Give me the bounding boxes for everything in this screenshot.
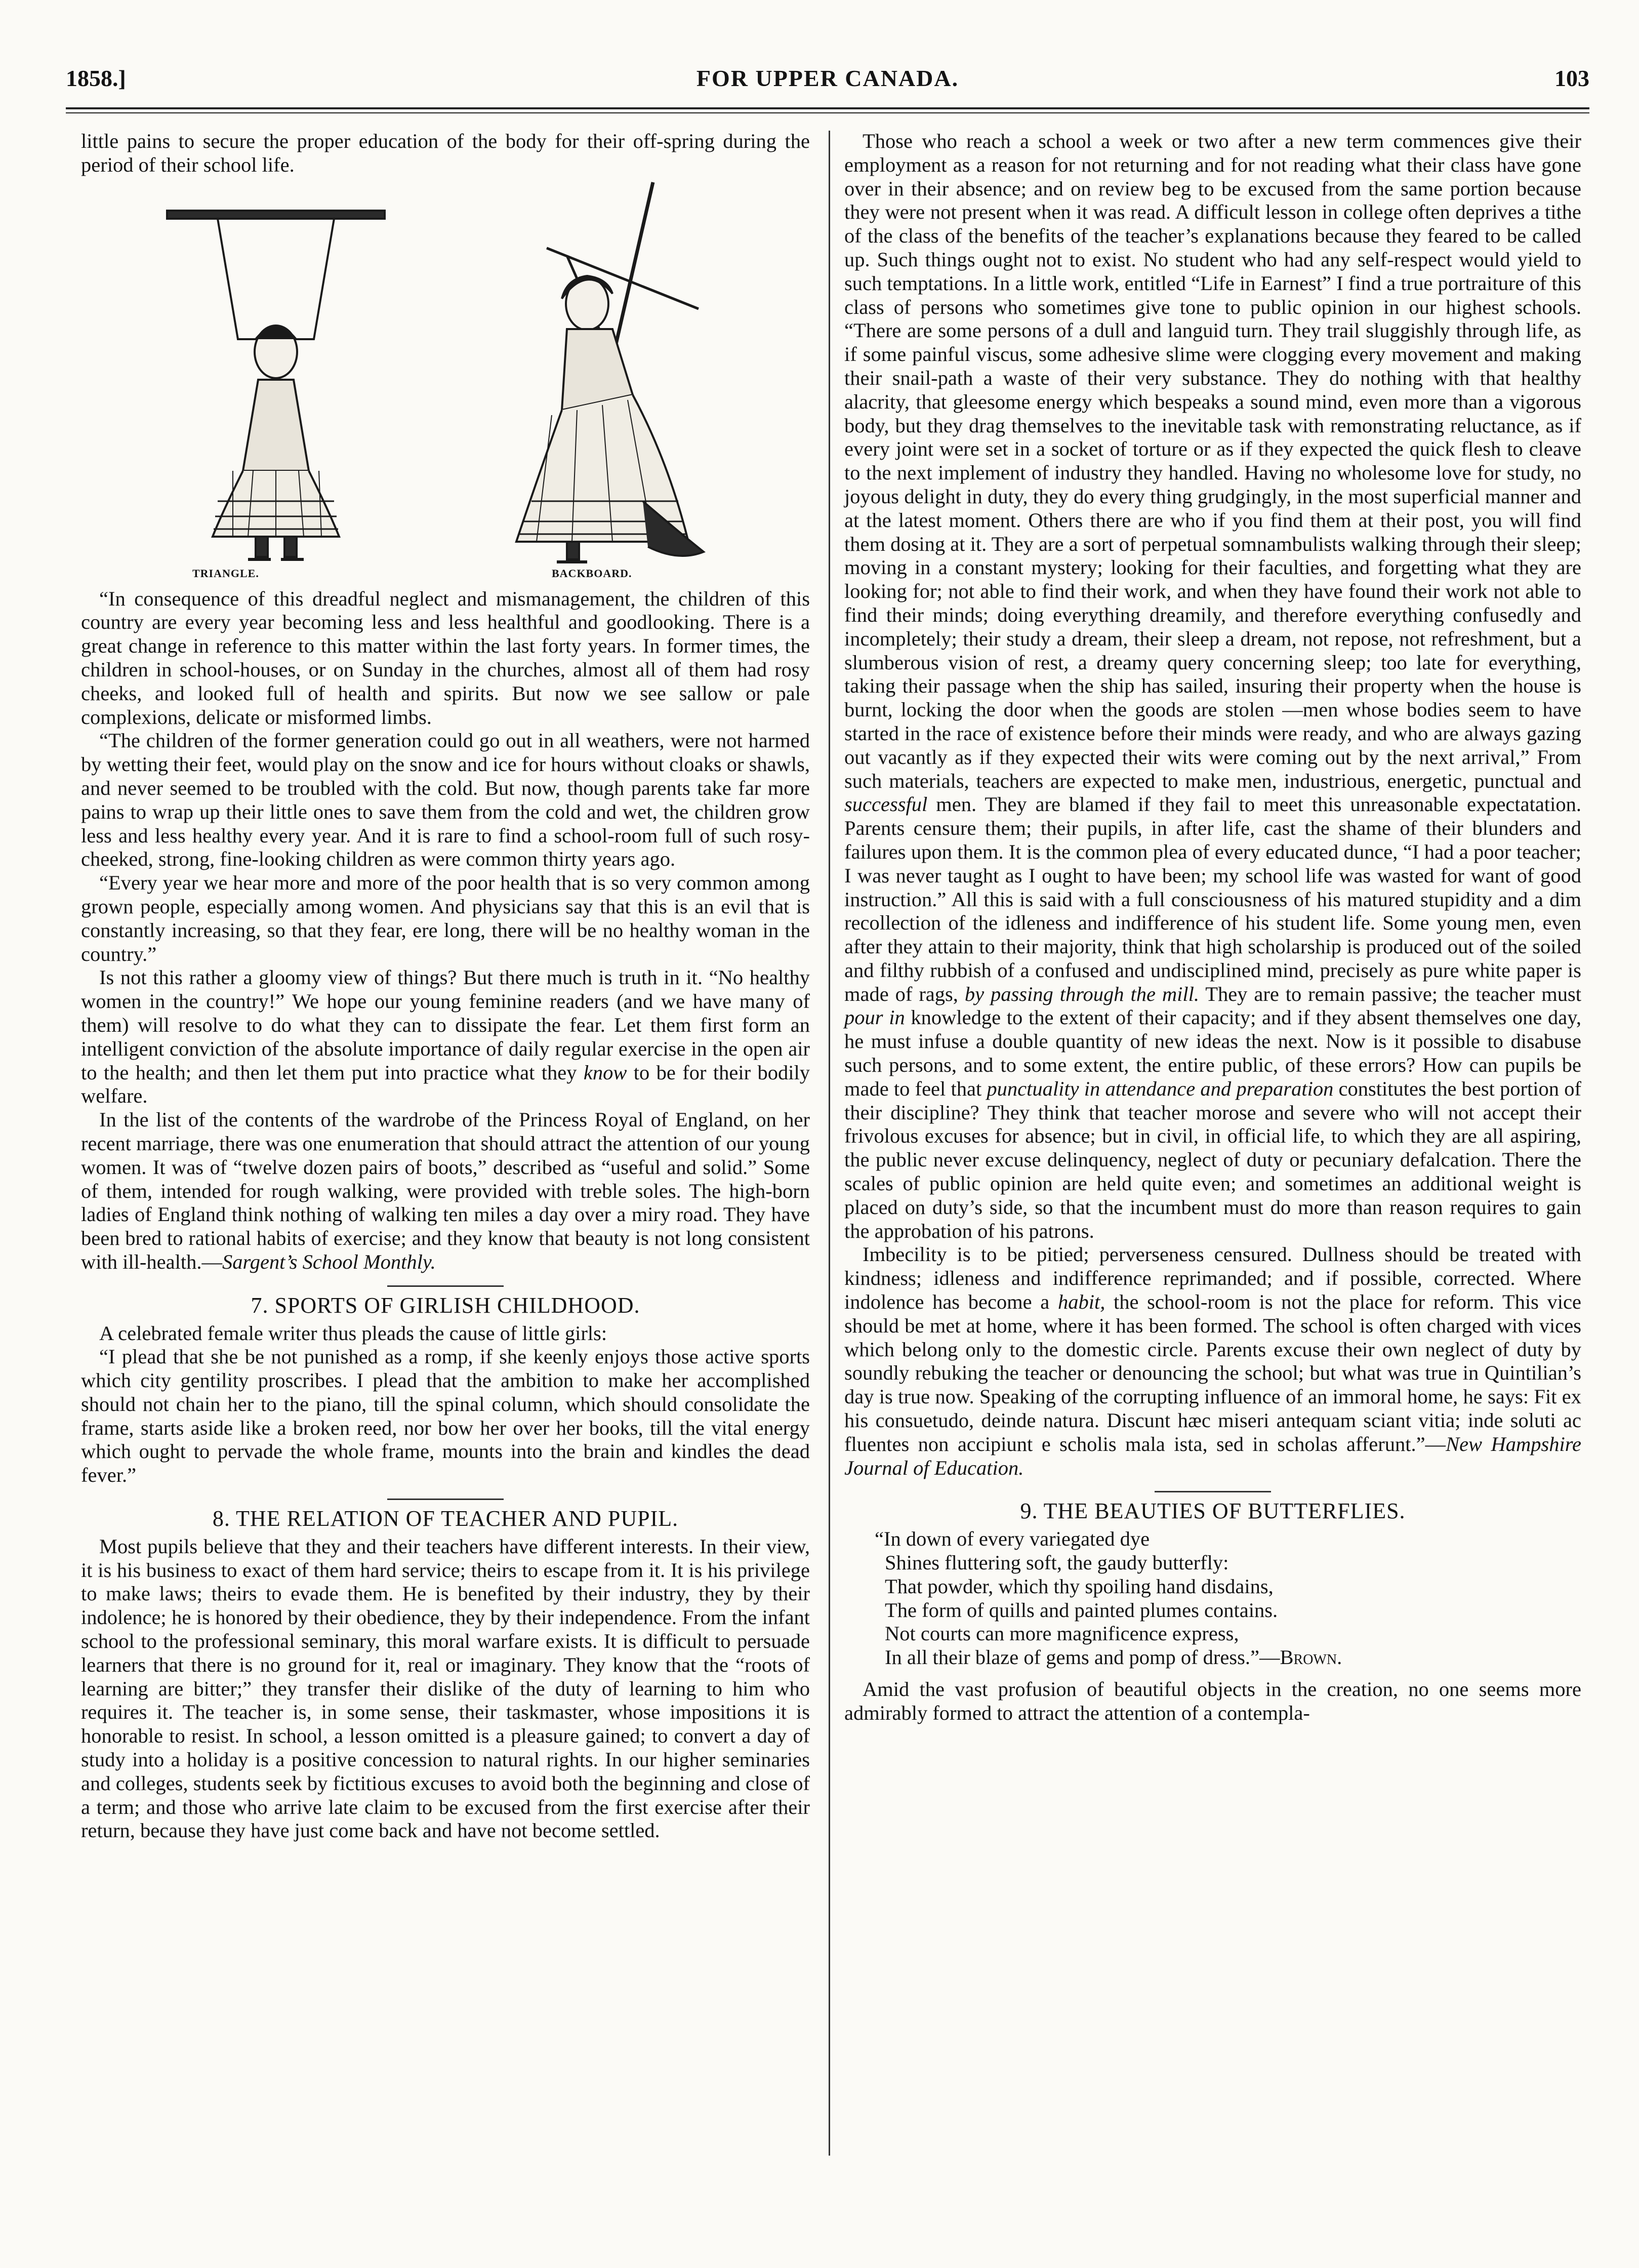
poem <box>844 1527 1581 1670</box>
section-heading-7: 7. SPORTS OF GIRLISH CHILDHOOD. <box>251 1292 640 1318</box>
column-divider <box>829 131 830 2156</box>
poem-line: “In down of every variegated dye <box>875 1527 1150 1551</box>
poem-line: Shines fluttering soft, the gaudy butterfly: <box>885 1551 1229 1574</box>
poem-line: The form of quills and painted plumes contains. <box>885 1598 1278 1622</box>
backboard-exercise-figure <box>486 177 749 572</box>
poem-author: Brown. <box>1280 1646 1342 1669</box>
header-title: FOR UPPER CANADA. <box>696 65 959 91</box>
paragraph: Amid the vast profusion of beautiful objects in the creation, no one seems more admirably formed to attract the attention of a contempla- <box>844 1678 1581 1724</box>
paragraph: Is not this rather a gloomy view of things? But there much is truth in it. “No healthy women in the country!” We hope our young feminine readers (and we have many of them) will resolve to do what they can to dissipate the fear. Let them first form an intelligent conviction of the absolute importance of daily regular exercise in the open air to the health; and then let them put into practice what they know to be for their bodily welfare. <box>81 966 810 1108</box>
header-year: 1858.] <box>66 65 126 91</box>
paragraph: “In consequence of this dreadful neglect and mismanagement, the children of this country are every year becoming less and less healthful and goodlooking. There is a great change in reference to this matter within the last forty years. In former times, the children in school-houses, or on Sunday in the churches, almost all of them had rosy cheeks, and looked full of health and spirits. But now we see sallow or pale complexions, delicate or misformed limbs. <box>81 587 810 728</box>
figure-caption-backboard: BACKBOARD. <box>552 566 632 580</box>
section-rule <box>387 1285 504 1287</box>
running-header <box>66 65 1589 98</box>
paragraph: A celebrated female writer thus pleads the cause of little girls: <box>99 1321 607 1345</box>
poem-line: In all their blaze of gems and pomp of dress.”—Brown. <box>885 1646 1342 1669</box>
paragraph: “I plead that she be not punished as a romp, if she keenly enjoys those active sports which city gentility proscribes. I plead that the ambition to make her accomplished should not chain her to the piano, till the spinal column, which should consolidate the frame, starts aside like a broken reed, nor bow her over her books, till the vital energy which ought to pervade the whole frame, mounts into the brain and kindles the dead fever.” <box>81 1345 810 1487</box>
paragraph: little pains to secure the proper education of the body for their off-spring during the period of their school life. <box>81 130 810 176</box>
paragraph: Those who reach a school a week or two after a new term commences give their employment as a reason for not returning and for not reading what their class have gone over in their absence; and on review beg to be excused from the same portion because they were not present when it was read. A difficult lesson in college often deprives a tithe of the class of the benefits of the teacher’s explanations because they feared to be called up. Such things ought not to exist. No student who had any self-respect would yield to such temptations. In a little work, entitled “Life in Earnest” I find a true portraiture of this class of persons who sometimes give tone to public opinion in our highest schools. “There are some persons of a dull and languid turn. They trail sluggishly through life, as if some painful viscus, some adhesive slime were clogging every movement and making their snail-path a waste of their very substance. They do nothing with that healthy alacrity, that gleesome energy which bespeaks a sound mind, even more than a vigorous body, but they drag themselves to the inevitable task with remonstrating reluctance, as if every joint were set in a socket of torture or as if they expected the quick flesh to cleave to the next implement of industry they handled. Having no wholesome love for study, no joyous delight in duty, they do every thing grudgingly, in the most superficial manner and at the latest moment. Others there are who if you find them at their post, you will find them dosing at it. They are a sort of perpetual somnambulists walking through their sleep; moving in a constant mystery; looking for their faculties, and forgetting what they are looking for; not able to find their work, and when they have found their work not able to find their minds; doing everything dreamily, and therefore everything confusedly and incompletely; their study a dream, their sleep a dream, not repose, not refreshment, but a slumberous vision of rest, a dreamy query concerning sleep; too late for everything, taking their passage when the ship has sailed, insuring their property when the house is burnt, locking the door when the goods are stolen —men whose bodies seem to have started in the race of existence before their minds were ready, and who are always gazing out vacantly as if they expected their wits were coming out by the next arrival,” From such materials, teachers are expected to make men, industrious, energetic, punctual and successful men. They are blamed if they fail to meet this unreasonable expectatation. Parents censure them; their pupils, in after life, cast the shame of their blunders and failures upon them. It is the common plea of every educated dunce, “I had a poor teacher; I was never taught as I ought to have been; my school life was wasted for want of good instruction.” All this is said with a full consciousness of his matured stupidity and a dim recollection of the idleness and indifference of his student life. Some young men, even after they attain to their majority, think that high scholarship is produced out of the soiled and filthy rubbish of a confused and undisciplined mind, precisely as pure white paper is made of rags, by passing through the mill. They are to remain passive; the teacher must pour in knowledge to the extent of their capacity; and if they absent themselves one day, he must infuse a double quantity of new ideas the next. Now is it possible to disabuse such persons, and to some extent, the entire public, of these errors? How can pupils be made to feel that punctuality in attendance and preparation constitutes the best portion of their discipline? They think that teacher morose and severe who will not accept their frivolous excuses for absence; but in civil, in official life, to which they are all aspiring, the public never excuse delinquency, neglect of duty or pecuniary defalcation. There the scales of public opinion are held quite even; and sometimes an additional weight is placed on duty’s side, so that the incumbent must do more than reason requires to gain the approbation of his patrons. <box>844 130 1582 1242</box>
paragraph: Most pupils believe that they and their teachers have different interests. In their view, it is his business to exact of them hard service; theirs to escape from it. It is his privilege to make laws; theirs to evade them. He is benefited by their industry, they by their indolence; he is honored by their obedience, they by their independence. From the infant school to the professional seminary, this moral warfare exists. It is difficult to persuade learners that there is no ground for it, real or imaginary. They know that the “roots of learning are bitter;” they transfer their dislike of the duty of learning to him who requires it. The teacher is, in some sense, their taskmaster, whose impositions it is honorable to resist. In school, a lesson omitted is a pleasure gained; to convert a day of study into a holiday is a positive concession to natural rights. In our higher seminaries and colleges, students seek by fictitious excuses to avoid both the beginning and close of a term; and those who arrive late claim to be excused from the first exercise after their return, because they have just come back and have not become settled. <box>81 1534 810 1842</box>
paragraph: Imbecility is to be pitied; perverseness censured. Dullness should be treated with kindness; idleness and indifference reprimanded; and if possible, corrected. Where indolence has become a habit, the school-room is not the place for reform. This vice should be met at home, where it has been formed. The school is often charged with vices which belong only to the domestic circle. Parents excuse their own neglect of duty by soundly rebuking the teacher or denouncing the school; but what was true in Quintilian’s day is true now. Speaking of the corrupting influence of an immoral home, he says: Fit ex his consuetudo, deinde natura. Discunt hæc miseri antequam sciant vitia; inde soluti ac fluentes non accipiunt e scholis mala ista, sed in scholas afferunt.”—New Hampshire Journal of Education. <box>844 1243 1581 1479</box>
poem-line: Not courts can more magnificence express, <box>885 1622 1239 1645</box>
right-column <box>844 130 1581 1725</box>
poem-line: That powder, which thy spoiling hand disdains, <box>885 1574 1274 1598</box>
triangle-exercise-figure <box>157 187 395 572</box>
figure-caption-triangle: TRIANGLE. <box>192 566 259 580</box>
header-rule-bottom <box>66 112 1589 113</box>
paragraph: “The children of the former generation could go out in all weathers, were not harmed by wetting their feet, would play on the snow and ice for hours without cloaks or shawls, and never seemed to be troubled with the cold. But now, though parents take far more pains to wrap up their little ones to save them from the cold and wet, the children grow less and less healthy every year. And it is rare to find a school-room full of such rosy-cheeked, strong, fine-looking children as were common thirty years ago. <box>81 729 810 871</box>
section-heading-9: 9. THE BEAUTIES OF BUTTERFLIES. <box>1020 1498 1406 1524</box>
paragraph: In the list of the contents of the wardrobe of the Princess Royal of England, on her recent marriage, there was one enumeration that should attract the attention of our young women. It was of “twelve dozen pairs of boots,” described as “useful and solid.” Some of them, intended for rough walking, were provided with treble soles. The high-born ladies of England think nothing of walking ten miles a day over a miry road. They have been bred to rational habits of exercise; and they know that beauty is not long consistent with ill-health.—Sargent’s School Monthly. <box>81 1108 810 1273</box>
paragraph: “Every year we hear more and more of the poor health that is so very common among grown people, especially among women. And physicians say that this is an evil that is constantly increasing, so that they fear, ere long, there will be no healthy woman in the country.” <box>81 871 810 965</box>
page-number: 103 <box>1554 65 1589 91</box>
header-rule-top <box>66 107 1589 109</box>
section-rule <box>387 1498 504 1500</box>
section-heading-8: 8. THE RELATION OF TEACHER AND PUPIL. <box>212 1506 679 1531</box>
illustrations <box>81 177 810 587</box>
section-rule <box>1155 1491 1271 1492</box>
left-column <box>81 130 810 1843</box>
